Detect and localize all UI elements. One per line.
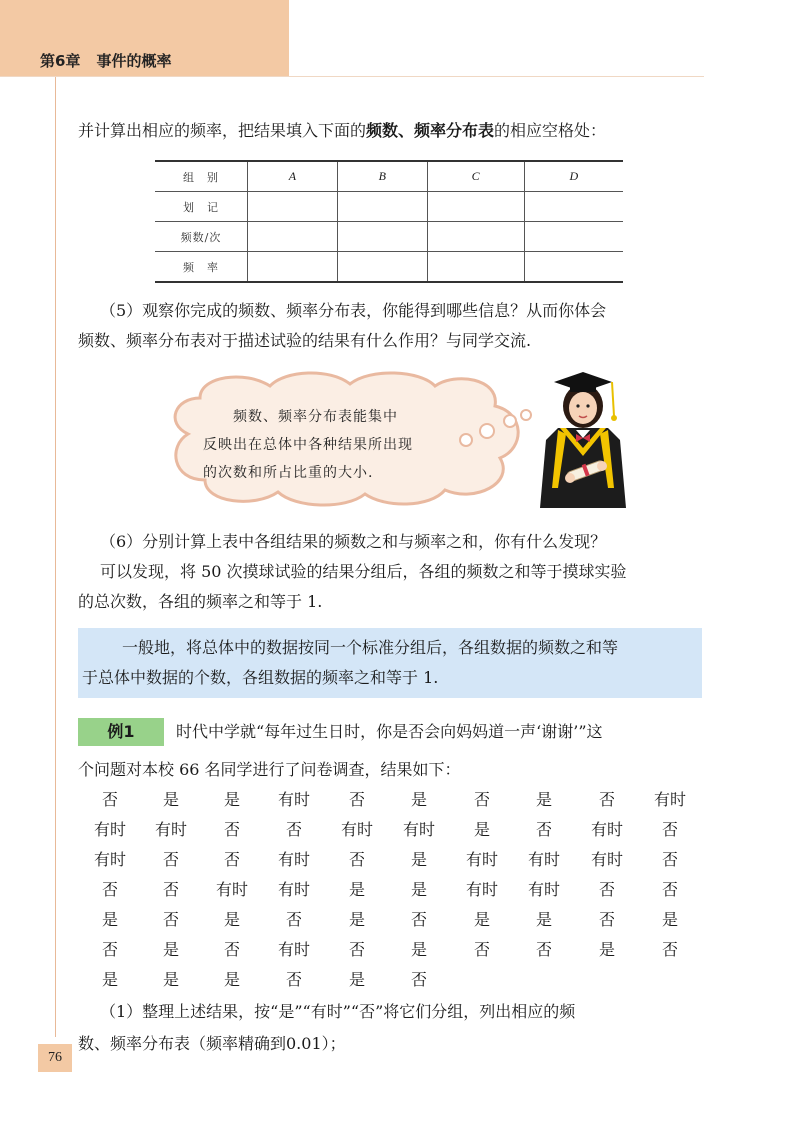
survey-response: 有时 bbox=[653, 790, 686, 809]
survey-response: 否 bbox=[410, 910, 427, 929]
survey-response: 否 bbox=[101, 940, 118, 959]
table-header-cell: D bbox=[524, 161, 623, 192]
graduate-student-icon bbox=[528, 368, 638, 513]
survey-response: 否 bbox=[535, 820, 552, 839]
chapter-header bbox=[40, 50, 171, 71]
table-cell bbox=[337, 252, 427, 283]
survey-response: 有时 bbox=[465, 850, 498, 869]
survey-response: 有时 bbox=[402, 820, 435, 839]
survey-response: 否 bbox=[661, 850, 678, 869]
table-row bbox=[155, 222, 623, 252]
table-cell bbox=[248, 192, 338, 222]
survey-response: 是 bbox=[410, 850, 427, 869]
table-row-label: 划 记 bbox=[155, 192, 248, 222]
table-cell bbox=[337, 192, 427, 222]
table-cell bbox=[427, 222, 524, 252]
question-1-line1: （1）整理上述结果，按“是”“有时”“否”将它们分组，列出相应的频 bbox=[100, 1002, 576, 1021]
frequency-table bbox=[155, 160, 623, 283]
survey-response: 否 bbox=[162, 880, 179, 899]
survey-response: 否 bbox=[598, 910, 615, 929]
intro-text-bold: 频数、频率分布表 bbox=[366, 121, 495, 140]
survey-response: 有时 bbox=[590, 820, 623, 839]
survey-response: 有时 bbox=[93, 820, 126, 839]
summary-box bbox=[78, 628, 702, 698]
survey-response: 否 bbox=[661, 880, 678, 899]
survey-response: 是 bbox=[535, 910, 552, 929]
table-cell bbox=[524, 222, 623, 252]
survey-response: 否 bbox=[410, 970, 427, 989]
survey-response: 是 bbox=[348, 970, 365, 989]
survey-response: 是 bbox=[598, 940, 615, 959]
survey-response: 有时 bbox=[154, 820, 187, 839]
survey-response: 是 bbox=[410, 790, 427, 809]
survey-response: 有时 bbox=[215, 880, 248, 899]
survey-response: 是 bbox=[473, 910, 490, 929]
survey-response: 有时 bbox=[277, 790, 310, 809]
chapter-number: 第6章 bbox=[40, 52, 81, 70]
chapter-title: 事件的概率 bbox=[96, 52, 172, 70]
survey-response: 有时 bbox=[527, 880, 560, 899]
survey-response: 有时 bbox=[277, 940, 310, 959]
summary-line1: 一般地，将总体中的数据按同一个标准分组后，各组数据的频数之和等 bbox=[122, 638, 619, 657]
intro-text-pre: 并计算出相应的频率，把结果填入下面的 bbox=[78, 121, 367, 140]
survey-response: 否 bbox=[348, 790, 365, 809]
survey-response: 是 bbox=[348, 880, 365, 899]
survey-response: 是 bbox=[410, 880, 427, 899]
survey-response: 是 bbox=[223, 790, 240, 809]
intro-paragraph bbox=[78, 117, 704, 145]
table-row-label: 频 率 bbox=[155, 252, 248, 283]
table-cell bbox=[524, 252, 623, 283]
survey-response: 否 bbox=[535, 940, 552, 959]
table-row bbox=[155, 192, 623, 222]
survey-response: 是 bbox=[348, 910, 365, 929]
thought-line: 频数、频率分布表能集中 bbox=[233, 409, 398, 425]
survey-response: 否 bbox=[598, 790, 615, 809]
survey-response: 否 bbox=[223, 820, 240, 839]
thought-line: 反映出在总体中各种结果所出现 bbox=[203, 437, 413, 453]
survey-response: 有时 bbox=[527, 850, 560, 869]
survey-response: 否 bbox=[101, 880, 118, 899]
table-header-cell: C bbox=[427, 161, 524, 192]
table-header-cell: A bbox=[248, 161, 338, 192]
survey-response: 否 bbox=[223, 850, 240, 869]
survey-response: 否 bbox=[473, 940, 490, 959]
example-line2: 个问题对本校 66 名同学进行了问卷调查，结果如下： bbox=[78, 760, 461, 779]
survey-response: 否 bbox=[348, 940, 365, 959]
survey-response: 否 bbox=[162, 850, 179, 869]
question-6-line2: 可以发现，将 50 次摸球试验的结果分组后，各组的频数之和等于摸球实验 bbox=[100, 562, 627, 581]
header-divider bbox=[0, 76, 704, 77]
question-6-line3: 的总次数，各组的频率之和等于 1. bbox=[78, 592, 323, 611]
table-row-label: 频数/次 bbox=[155, 222, 248, 252]
survey-response: 否 bbox=[661, 820, 678, 839]
page-number: 76 bbox=[38, 1044, 72, 1072]
table-cell bbox=[248, 252, 338, 283]
question-6-line1: （6）分别计算上表中各组结果的频数之和与频率之和，你有什么发现？ bbox=[100, 532, 607, 551]
survey-response: 否 bbox=[162, 910, 179, 929]
survey-response: 是 bbox=[473, 820, 490, 839]
survey-response: 有时 bbox=[340, 820, 373, 839]
thought-bubble-text bbox=[203, 403, 453, 487]
survey-response: 是 bbox=[162, 970, 179, 989]
survey-response: 是 bbox=[162, 790, 179, 809]
question-5-line2: 频数、频率分布表对于描述试验的结果有什么作用？与同学交流. bbox=[78, 331, 532, 350]
margin-rule bbox=[55, 77, 56, 1037]
survey-response: 否 bbox=[598, 880, 615, 899]
survey-response: 有时 bbox=[277, 880, 310, 899]
survey-response: 是 bbox=[661, 910, 678, 929]
survey-response: 有时 bbox=[590, 850, 623, 869]
intro-text-post: 的相应空格处： bbox=[494, 121, 607, 140]
survey-response: 否 bbox=[661, 940, 678, 959]
survey-response: 否 bbox=[223, 940, 240, 959]
survey-response: 否 bbox=[473, 790, 490, 809]
table-row bbox=[155, 252, 623, 283]
table-cell bbox=[427, 252, 524, 283]
example-line1: 时代中学就“每年过生日时，你是否会向妈妈道一声‘谢谢’”这 bbox=[176, 722, 603, 741]
survey-response: 有时 bbox=[277, 850, 310, 869]
question-1-line2: 数、频率分布表（频率精确到0.01）； bbox=[78, 1034, 346, 1053]
survey-response: 是 bbox=[410, 940, 427, 959]
survey-response: 是 bbox=[535, 790, 552, 809]
table-row bbox=[155, 161, 623, 192]
survey-response: 是 bbox=[101, 910, 118, 929]
table-cell bbox=[337, 222, 427, 252]
table-row-label: 组 别 bbox=[155, 161, 248, 192]
table-header-cell: B bbox=[337, 161, 427, 192]
example-tag: 例1 bbox=[78, 718, 164, 746]
survey-response: 否 bbox=[285, 820, 302, 839]
survey-response: 否 bbox=[101, 790, 118, 809]
table-cell bbox=[427, 192, 524, 222]
survey-response: 有时 bbox=[93, 850, 126, 869]
survey-response: 否 bbox=[348, 850, 365, 869]
survey-response: 是 bbox=[223, 970, 240, 989]
survey-response: 否 bbox=[285, 910, 302, 929]
thought-line: 的次数和所占比重的大小. bbox=[203, 465, 374, 481]
question-5-line1: （5）观察你完成的频数、频率分布表，你能得到哪些信息？从而你体会 bbox=[100, 301, 607, 320]
survey-response: 有时 bbox=[465, 880, 498, 899]
survey-response: 是 bbox=[101, 970, 118, 989]
survey-response: 否 bbox=[285, 970, 302, 989]
survey-response: 是 bbox=[162, 940, 179, 959]
table-cell bbox=[524, 192, 623, 222]
summary-line2: 于总体中数据的个数，各组数据的频率之和等于 1. bbox=[82, 668, 439, 687]
table-cell bbox=[248, 222, 338, 252]
survey-response: 是 bbox=[223, 910, 240, 929]
